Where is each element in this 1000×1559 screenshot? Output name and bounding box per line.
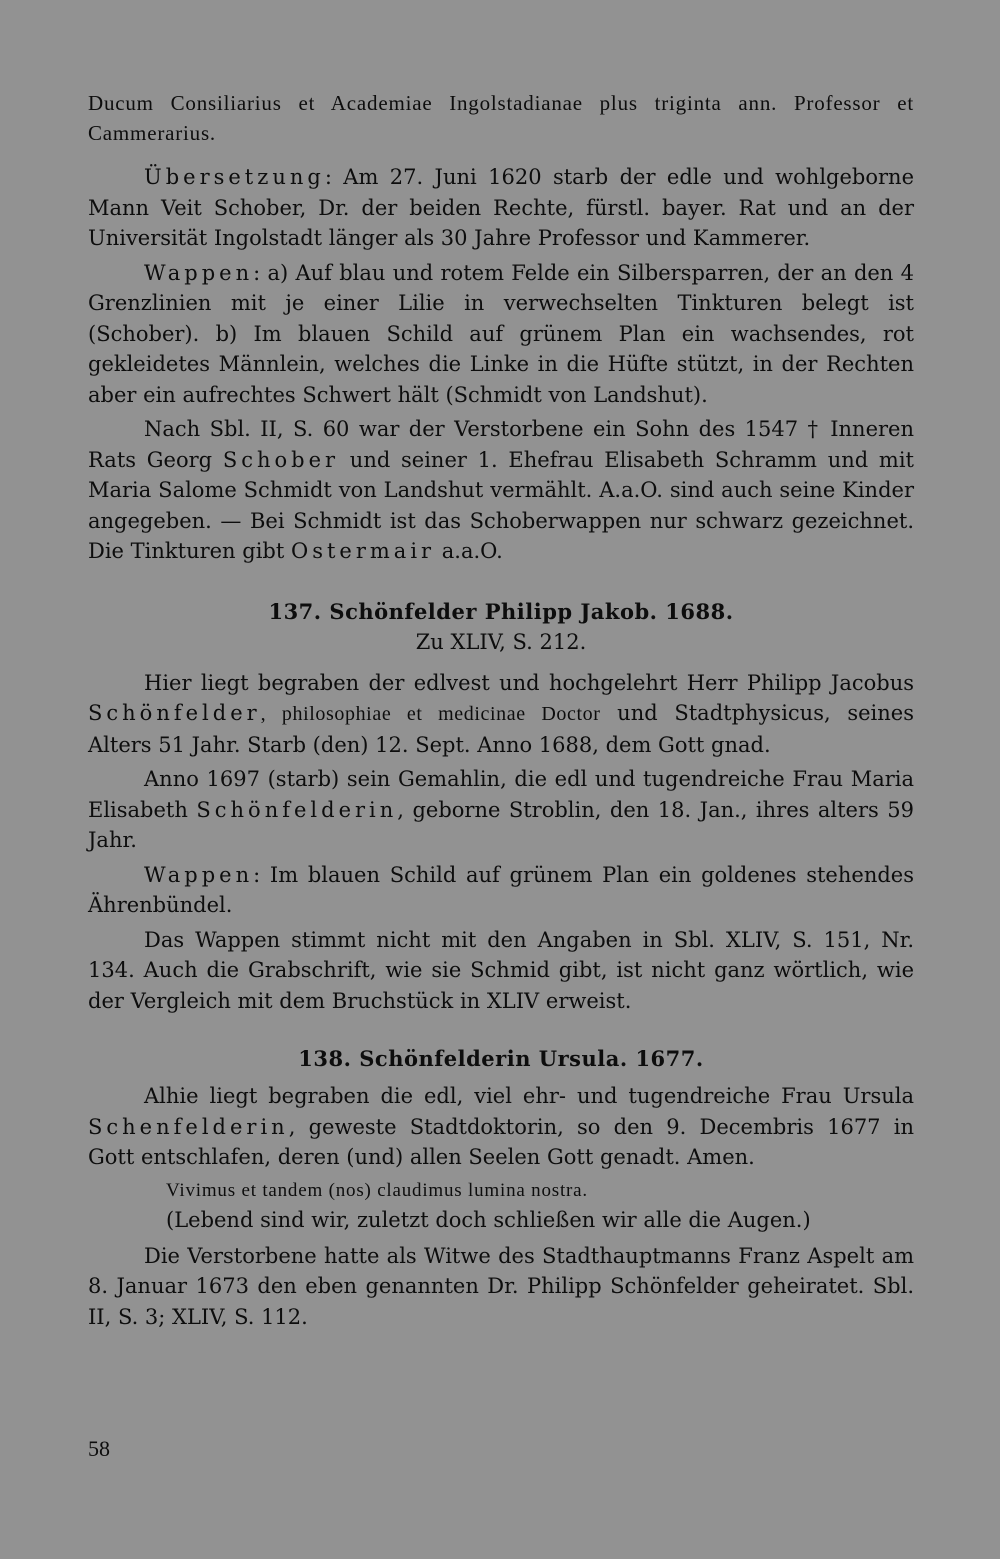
note-text-before: Nach Sbl. II, S. 60 war der Verstorbene ein Sohn des 1547 † Inneren Rats Georg [88, 417, 914, 472]
page-number: 58 [88, 1436, 110, 1461]
page-content [88, 88, 914, 1336]
coat-of-arms-text: : a) Auf blau und rotem Felde ein Silbersparren, der an den 4 Grenzlinien mit je einer Lilie in verwechselten Tinkturen belegt ist (Schober). b) Im blauen Schild auf grünem Plan ein wachsendes, rot gekleidetes Männlein, welches die Linke in die Hüfte stützt, in der Rechten aber ein aufrechtes Schwert hält (Schmidt von Landshut). [88, 260, 914, 407]
translation-paragraph [88, 162, 914, 254]
entry-137-p1-latin: , philosophiae et medicinae Doctor [260, 703, 601, 725]
entry-138-latin-quote: Vivimus et tandem (nos) claudimus lumina nostra. [166, 1179, 588, 1201]
entry-137-p1-before: Hier liegt begraben der edlvest und hochgelehrt Herr Philipp Jacobus [144, 670, 914, 695]
note-paragraph [88, 414, 914, 567]
note-text-after: und seiner 1. Ehefrau Elisabeth Schramm und mit Maria Salome Schmidt von Landshut vermählt. A.a.O. sind auch seine Kinder angegeben. — Bei Schmidt ist das Schoberwappen nur schwarz gezeichnet. Die Tinkturen gibt [88, 447, 914, 563]
entry-137-p1-name: Schönfelder [88, 701, 261, 725]
entry-137-coat-of-arms-text: : Im blauen Schild auf grünem Plan ein goldenes stehendes Ährenbündel. [88, 862, 914, 917]
entry-137-p1-after: und Stadtphysicus, seines Alters 51 Jahr. Starb (den) 12. Sept. Anno 1688, dem Gott gnad. [88, 701, 914, 757]
entry-138-translation: (Lebend sind wir, zuletzt doch schließen wir alle die Augen.) [166, 1207, 811, 1232]
entry-137-coat-of-arms-label: Wappen [144, 862, 254, 887]
entry-137-heading: 137. Schönfelder Philipp Jakob. 1688. [268, 598, 734, 624]
coat-of-arms-paragraph [88, 258, 914, 411]
translation-text: : Am 27. Juni 1620 starb der edle und wohlgeborne Mann Veit Schober, Dr. der beiden Rechte, fürstl. bayer. Rat und an der Universität Ingolstadt länger als 30 Jahre Professor und Kammerer. [88, 165, 914, 250]
entry-137-subheading: Zu XLIV, S. 212. [415, 629, 587, 654]
coat-of-arms-label: Wappen [144, 260, 254, 285]
note-name-2: Ostermair [290, 539, 436, 563]
entry-137-p2-before: Anno 1697 (starb) sein Gemahlin, die edl und tugendreiche Frau Maria Elisabeth [88, 767, 914, 822]
entry-137-paragraph-1 [88, 668, 914, 761]
entry-137-paragraph-2 [88, 764, 914, 856]
note-name: Schober [222, 447, 340, 472]
entry-137-note: Das Wappen stimmt nicht mit den Angaben in Sbl. XLIV, S. 151, Nr. 134. Auch die Grabschrift, wie sie Schmid gibt, ist nicht ganz wörtlich, wie der Vergleich mit dem Bruchstück in XLIV erweist. [88, 927, 914, 1013]
note-text-end: a.a.O. [435, 539, 503, 563]
entry-138-p1-name: Schenfelderin [88, 1114, 289, 1139]
entry-138-p1-after: , geweste Stadtdoktorin, so den 9. Decembris 1677 in Gott entschlafen, deren (und) allen Seelen Gott genadt. Amen. [88, 1114, 914, 1169]
entry-138-heading: 138. Schönfelderin Ursula. 1677. [298, 1046, 704, 1071]
entry-138-note: Die Verstorbene hatte als Witwe des Stadthauptmanns Franz Aspelt am 8. Januar 1673 den eben genannten Dr. Philipp Schönfelder geheiratet. Sbl. II, S. 3; XLIV, S. 112. [88, 1243, 914, 1329]
entry-137-coat-of-arms [88, 860, 914, 921]
translation-label: Übersetzung [144, 165, 325, 189]
entry-137-p2-after: , geborne Stroblin, den 18. Jan., ihres alters 59 Jahr. [88, 797, 914, 852]
intro-latin: Ducum Consiliarius et Academiae Ingolstadianae plus triginta ann. Professor et Cammerarius. [88, 91, 914, 145]
entry-138-paragraph-1 [88, 1081, 914, 1173]
entry-137-p2-name: Schönfelderin [196, 797, 398, 822]
entry-138-p1-before: Alhie liegt begraben die edl, viel ehr- und tugendreiche Frau Ursula [144, 1084, 914, 1108]
